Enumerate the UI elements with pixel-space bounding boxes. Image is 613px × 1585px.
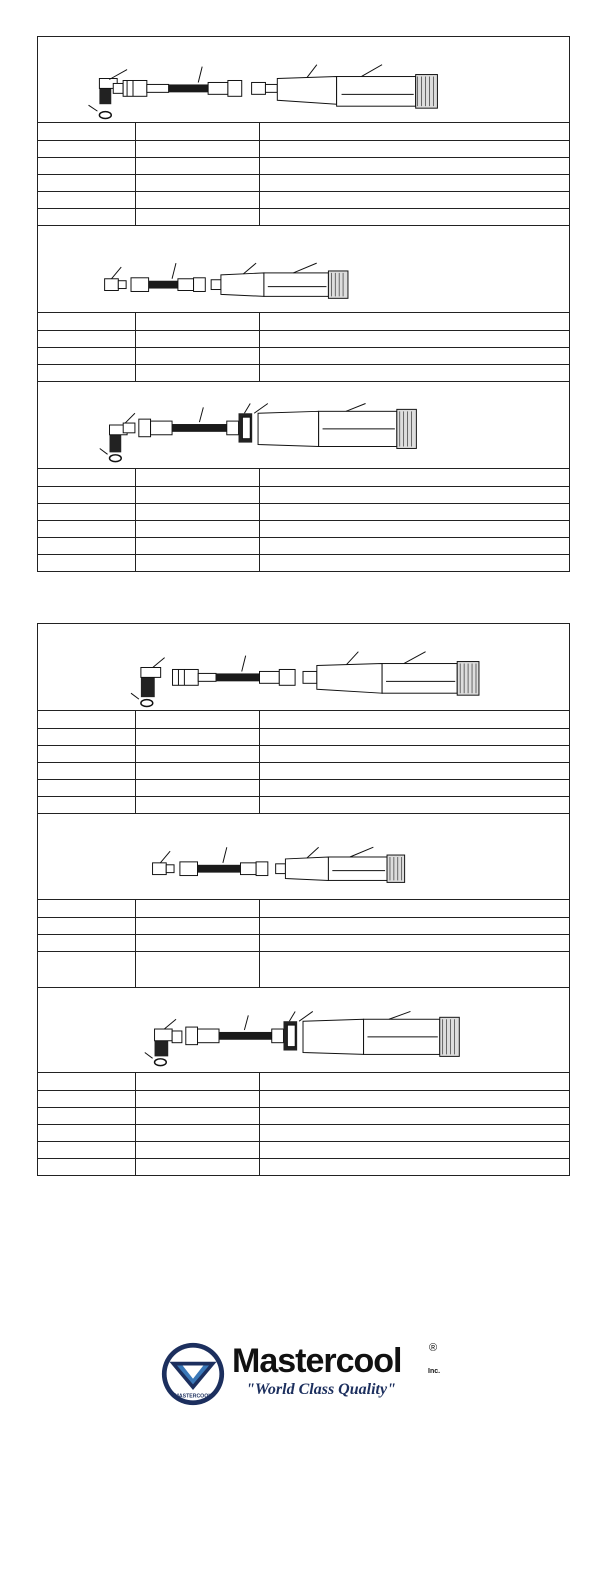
table-row [38, 1141, 569, 1158]
brand-inc: Inc. [428, 1368, 441, 1375]
injector-straight-drawing-2 [38, 814, 569, 899]
table-row [38, 779, 569, 796]
table-row [38, 1158, 569, 1175]
table-row [38, 520, 569, 537]
table-row [38, 900, 569, 917]
table-row [38, 503, 569, 520]
mastercool-badge-icon [160, 1341, 226, 1407]
table-row [38, 174, 569, 191]
table-row [38, 796, 569, 813]
table-row [38, 469, 569, 486]
table-row [38, 364, 569, 381]
brand-name: Mastercool [232, 1342, 402, 1380]
parts-table-5 [38, 900, 569, 987]
parts-illustration-1 [38, 37, 569, 123]
parts-illustration-5 [38, 813, 569, 900]
table-row [38, 1124, 569, 1141]
parts-table-1 [38, 123, 569, 225]
table-row [38, 554, 569, 571]
table-row [38, 537, 569, 554]
table-row [38, 347, 569, 364]
injector-cap-drawing-2 [38, 988, 569, 1072]
injector-kit-drawing-2 [38, 624, 569, 710]
parts-table-6 [38, 1073, 569, 1175]
injector-cap-drawing [38, 382, 569, 468]
injector-kit-drawing [38, 37, 569, 122]
table-row [38, 140, 569, 157]
parts-illustration-4 [38, 624, 569, 711]
table-row [38, 330, 569, 347]
table-row [38, 951, 569, 987]
table-row [38, 934, 569, 951]
parts-table-2 [38, 313, 569, 381]
table-row [38, 917, 569, 934]
table-row [38, 191, 569, 208]
parts-illustration-6 [38, 987, 569, 1073]
mastercool-logo [160, 1335, 460, 1415]
table-row [38, 1107, 569, 1124]
table-row [38, 313, 569, 330]
brand-tagline: "World Class Quality" [246, 1381, 396, 1398]
table-row [38, 123, 569, 140]
registered-mark: ® [429, 1342, 438, 1354]
badge-text: MASTERCOOL [174, 1393, 212, 1400]
table-row [38, 157, 569, 174]
injector-straight-drawing [38, 226, 569, 312]
parts-panel-1 [37, 36, 570, 572]
parts-panel-2 [37, 623, 570, 1176]
parts-table-3 [38, 469, 569, 571]
table-row [38, 208, 569, 225]
parts-illustration-2 [38, 225, 569, 313]
table-row [38, 1090, 569, 1107]
table-row [38, 745, 569, 762]
parts-illustration-3 [38, 381, 569, 469]
table-row [38, 728, 569, 745]
table-row [38, 762, 569, 779]
table-row [38, 711, 569, 728]
table-row [38, 1073, 569, 1090]
parts-table-4 [38, 711, 569, 813]
table-row [38, 486, 569, 503]
